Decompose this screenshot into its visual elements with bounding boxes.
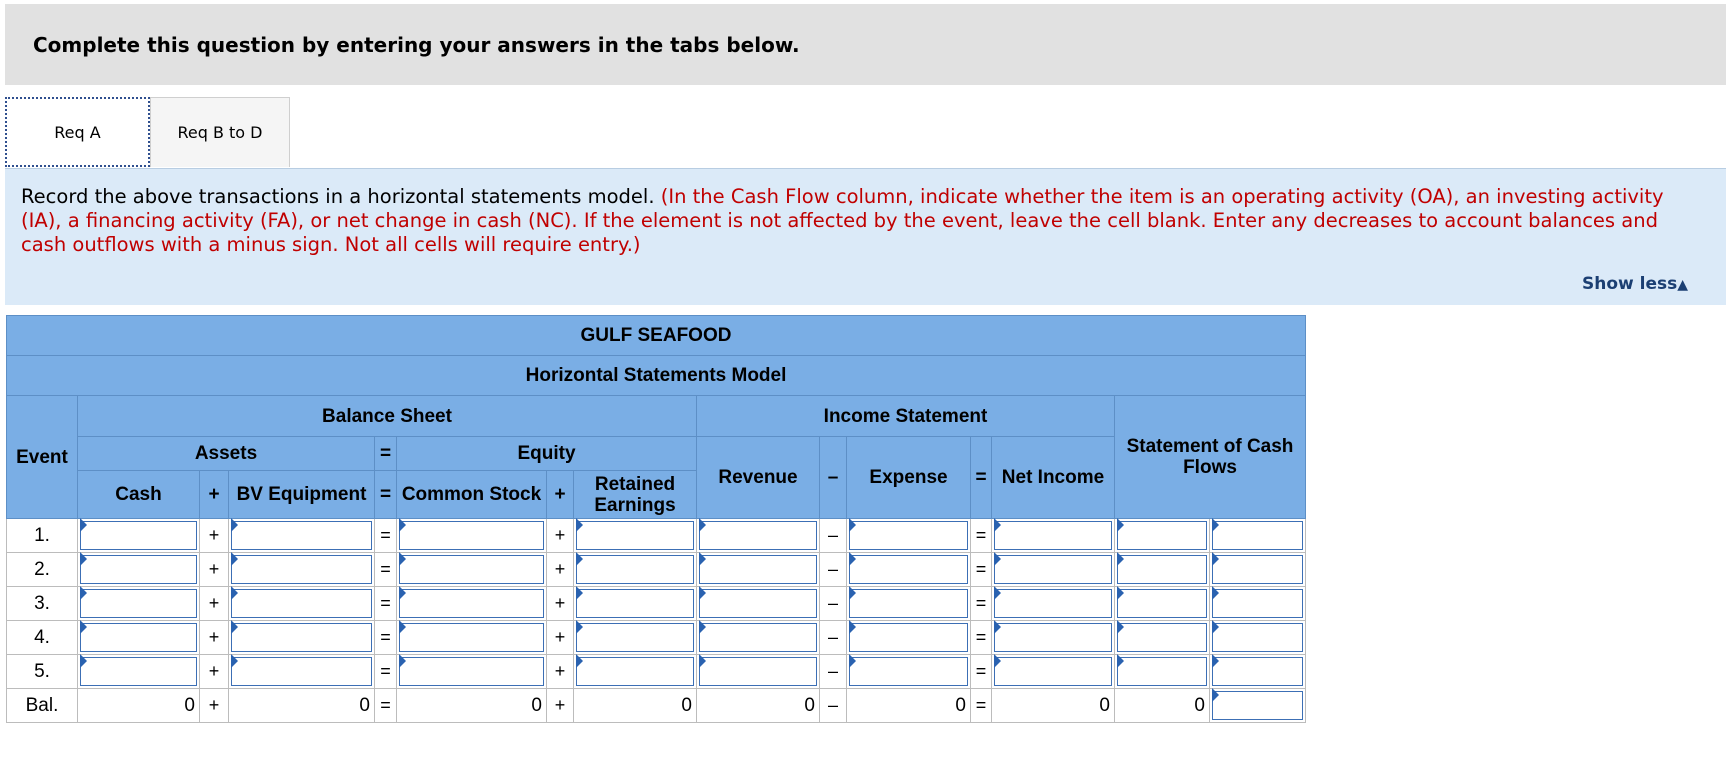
event-label: 3. [7,587,78,621]
net-income-cell [992,519,1115,553]
instruction-banner [5,4,1726,85]
bv-equipment-cell [229,519,375,553]
cash-header: Cash [78,471,200,519]
revenue-cell [697,519,820,553]
plus-header-2: + [547,471,574,519]
cash-flow-activity-cell [1210,519,1306,553]
equals-sign: = [971,553,992,587]
balance-expense: 0 [847,689,971,723]
retained-earnings-cell [574,553,697,587]
balance-cash-flow: 0 [1115,689,1210,723]
plus-sign: + [200,689,229,723]
event-label: 1. [7,519,78,553]
cash-flow-amount-input[interactable] [1117,623,1207,652]
table-row [7,621,1306,655]
balance-row [7,689,1306,723]
common-stock-cell [397,655,547,689]
common-stock-input[interactable] [399,623,544,652]
cash-flow-header: Statement of Cash Flows [1115,396,1306,519]
bv-equipment-input[interactable] [231,555,372,584]
cash-flow-amount-cell [1115,655,1210,689]
table-title: Horizontal Statements Model [7,356,1306,396]
equals-header-2: = [375,471,397,519]
equals-sign: = [375,519,397,553]
net-income-cell [992,621,1115,655]
balance-cash-flow-activity-input[interactable] [1212,691,1303,720]
retained-earnings-input[interactable] [576,521,694,550]
net-income-cell [992,553,1115,587]
cash-flow-activity-cell [1210,655,1306,689]
plus-sign: + [547,689,574,723]
cash-flow-amount-input[interactable] [1117,657,1207,686]
expense-input[interactable] [849,555,968,584]
net-income-input[interactable] [994,657,1112,686]
minus-sign: – [820,689,847,723]
revenue-input[interactable] [699,589,817,618]
plus-sign: + [547,519,574,553]
bv-equipment-cell [229,655,375,689]
net-income-input[interactable] [994,623,1112,652]
instructions-panel [5,168,1726,305]
plus-sign: + [547,655,574,689]
cash-flow-amount-cell [1115,519,1210,553]
tab-req-a[interactable]: Req A [5,97,150,167]
retained-earnings-cell [574,655,697,689]
cash-flow-activity-cell [1210,621,1306,655]
revenue-input[interactable] [699,555,817,584]
cash-flow-activity-cell [1210,553,1306,587]
retained-earnings-input[interactable] [576,589,694,618]
equals-header-is: = [971,437,992,519]
cash-flow-activity-input[interactable] [1212,623,1303,652]
retained-earnings-cell [574,519,697,553]
cash-flow-activity-input[interactable] [1212,657,1303,686]
assets-header: Assets [78,437,375,471]
event-label: 4. [7,621,78,655]
common-stock-cell [397,621,547,655]
income-statement-header: Income Statement [697,396,1115,437]
show-less-link[interactable] [1582,272,1688,297]
balance-cash: 0 [78,689,200,723]
bv-equipment-input[interactable] [231,657,372,686]
bv-equipment-cell [229,553,375,587]
expense-cell [847,587,971,621]
bv-equipment-input[interactable] [231,589,372,618]
cash-flow-amount-cell [1115,621,1210,655]
revenue-header: Revenue [697,437,820,519]
cash-flow-activity-input[interactable] [1212,521,1303,550]
table-row [7,655,1306,689]
minus-sign: – [820,587,847,621]
event-label: 5. [7,655,78,689]
bv-equipment-header: BV Equipment [229,471,375,519]
cash-flow-amount-input[interactable] [1117,521,1207,550]
common-stock-cell [397,519,547,553]
plus-sign: + [547,621,574,655]
plus-header: + [200,471,229,519]
tab-bar [5,97,290,167]
plus-sign: + [200,553,229,587]
expense-input[interactable] [849,623,968,652]
cash-cell [78,553,200,587]
equals-sign: = [375,689,397,723]
cash-cell [78,621,200,655]
revenue-input[interactable] [699,521,817,550]
common-stock-input[interactable] [399,521,544,550]
retained-earnings-cell [574,587,697,621]
expense-cell [847,553,971,587]
cash-flow-amount-cell [1115,587,1210,621]
bv-equipment-input[interactable] [231,623,372,652]
expense-input[interactable] [849,657,968,686]
balance-retained-earnings: 0 [574,689,697,723]
net-income-input[interactable] [994,555,1112,584]
common-stock-cell [397,553,547,587]
revenue-cell [697,621,820,655]
company-name: GULF SEAFOOD [7,316,1306,356]
tab-req-b-to-d[interactable]: Req B to D [150,97,290,167]
triangle-up-icon: ▲ [1677,277,1688,293]
plus-sign: + [200,621,229,655]
event-header: Event [7,396,78,519]
common-stock-input[interactable] [399,657,544,686]
expense-cell [847,519,971,553]
equity-header: Equity [397,437,697,471]
revenue-input[interactable] [699,657,817,686]
cash-input[interactable] [80,589,197,618]
instructions-note: (In the Cash Flow column, indicate whether the item is an operating activity (OA), an investing activity (IA), a financing activity (FA), or net change in cash (NC). If the element is not affected by the event, leave the cell blank. Enter any decreases to account balances and cash outflows with a minus sign. Not all cells will require entry.) [21,185,1664,256]
net-income-header: Net Income [992,437,1115,519]
bv-equipment-cell [229,587,375,621]
minus-sign: – [820,655,847,689]
equals-sign: = [971,519,992,553]
cash-input[interactable] [80,521,197,550]
common-stock-header: Common Stock [397,471,547,519]
table-row [7,553,1306,587]
expense-cell [847,621,971,655]
banner-text: Complete this question by entering your answers in the tabs below. [33,32,800,57]
equals-sign: = [375,553,397,587]
retained-earnings-input[interactable] [576,657,694,686]
table-row [7,519,1306,553]
equals-header: = [375,437,397,471]
cash-input[interactable] [80,555,197,584]
retained-earnings-input[interactable] [576,623,694,652]
bv-equipment-cell [229,621,375,655]
revenue-cell [697,553,820,587]
net-income-cell [992,587,1115,621]
common-stock-input[interactable] [399,589,544,618]
net-income-cell [992,655,1115,689]
retained-earnings-header: Retained Earnings [574,471,697,519]
revenue-cell [697,587,820,621]
balance-cash-flow-activity-cell [1210,689,1306,723]
balance-common-stock: 0 [397,689,547,723]
equals-sign: = [971,655,992,689]
retained-earnings-input[interactable] [576,555,694,584]
expense-input[interactable] [849,589,968,618]
revenue-cell [697,655,820,689]
event-label: 2. [7,553,78,587]
cash-flow-amount-input[interactable] [1117,589,1207,618]
equals-sign: = [375,655,397,689]
cash-cell [78,587,200,621]
cash-flow-activity-input[interactable] [1212,589,1303,618]
plus-sign: + [547,553,574,587]
net-income-input[interactable] [994,521,1112,550]
equals-sign: = [971,621,992,655]
cash-cell [78,519,200,553]
minus-sign: – [820,553,847,587]
expense-header: Expense [847,437,971,519]
equals-sign: = [375,621,397,655]
cash-cell [78,655,200,689]
net-income-input[interactable] [994,589,1112,618]
instructions-main: Record the above transactions in a horizontal statements model. [21,185,655,208]
show-less-label: Show less [1581,274,1678,294]
balance-revenue: 0 [697,689,820,723]
balance-net-income: 0 [992,689,1115,723]
minus-sign: – [820,519,847,553]
balance-bv-equipment: 0 [229,689,375,723]
minus-header: – [820,437,847,519]
horizontal-statements-table [6,315,1306,723]
plus-sign: + [547,587,574,621]
cash-flow-activity-cell [1210,587,1306,621]
plus-sign: + [200,519,229,553]
balance-sheet-header: Balance Sheet [78,396,697,437]
equals-sign: = [375,587,397,621]
revenue-input[interactable] [699,623,817,652]
retained-earnings-cell [574,621,697,655]
cash-flow-activity-input[interactable] [1212,555,1303,584]
minus-sign: – [820,621,847,655]
equals-sign: = [971,689,992,723]
bv-equipment-input[interactable] [231,521,372,550]
plus-sign: + [200,587,229,621]
balance-label: Bal. [7,689,78,723]
common-stock-input[interactable] [399,555,544,584]
common-stock-cell [397,587,547,621]
table-row [7,587,1306,621]
equals-sign: = [971,587,992,621]
expense-cell [847,655,971,689]
cash-input[interactable] [80,657,197,686]
cash-input[interactable] [80,623,197,652]
expense-input[interactable] [849,521,968,550]
cash-flow-amount-cell [1115,553,1210,587]
plus-sign: + [200,655,229,689]
cash-flow-amount-input[interactable] [1117,555,1207,584]
